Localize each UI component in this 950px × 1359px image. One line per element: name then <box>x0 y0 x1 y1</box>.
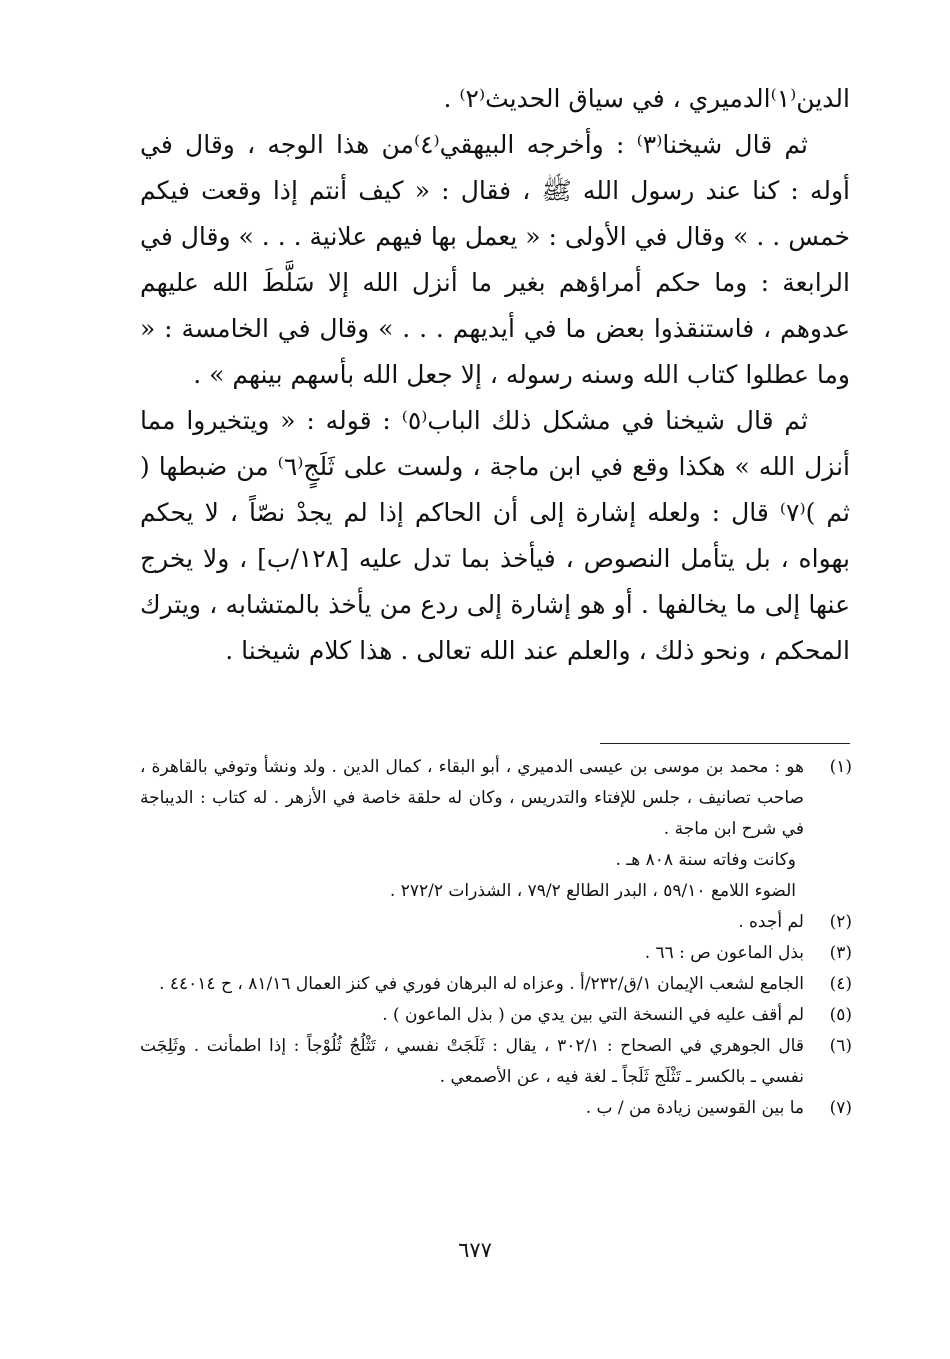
footnote-number: (٣) <box>829 943 852 963</box>
footnote-text <box>140 752 804 907</box>
footnote-text <box>140 1093 804 1124</box>
footnote-line: وكانت وفاته سنة ٨٠٨ هـ . <box>615 850 796 870</box>
main-text <box>140 76 850 674</box>
footnote-number: (٧) <box>829 1098 852 1118</box>
footnote-separator <box>600 743 850 744</box>
footnote-text <box>140 1000 804 1031</box>
footnote-text <box>140 907 804 938</box>
footnote-line: لم أقف عليه في النسخة التي بين يدي من ( بذل الماعون ) . <box>382 1005 804 1025</box>
footnote <box>140 1093 852 1124</box>
footnotes <box>140 752 852 1124</box>
footnote-line: لم أجده . <box>738 912 804 932</box>
footnote-line: هو : محمد بن موسى بن عيسى الدميري ، أبو البقاء ، كمال الدين . ولد ونشأ وتوفي بالقاهرة ، صاحب تصانيف ، جلس للإفتاء والتدريس ، وكان له حلقة خاصة في الأزهر . له كتاب : الديباجة في شرح ابن ماجة . <box>140 757 804 839</box>
paragraph: الدين⁽١⁾الدميري ، في سياق الحديث⁽٢⁾ . <box>443 84 850 113</box>
paragraph: ثم قال شيخنا⁽٣⁾ : وأخرجه البيهقي⁽٤⁾من هذا الوجه ، وقال في أوله : كنا عند رسول الله ﷺ ، فقال : « كيف أنتم إذا وقعت فيكم خمس . . » وقال في الأولى : « يعمل بها فيهم علانية . . . » وقال في الرابعة : وما حكم أمراؤهم بغير ما أنزل الله إلا سَلَّطَ الله عليهم عدوهم ، فاستنقذوا بعض ما في أيديهم . . . » وقال في الخامسة : « وما عطلوا كتاب الله وسنه رسوله ، إلا جعل الله بأسهم بينهم » . <box>140 130 850 389</box>
footnote-number: (٤) <box>829 974 852 994</box>
footnote-number: (١) <box>829 757 852 777</box>
footnote-line: الضوء اللامع ٥٩/١٠ ، البدر الطالع ٧٩/٢ ، الشذرات ٢٧٢/٢ . <box>389 881 796 901</box>
footnote <box>140 969 852 1000</box>
footnote-text <box>140 1031 804 1093</box>
footnote-text <box>140 938 804 969</box>
footnote-line: الجامع لشعب الإيمان ١/ق/٢٣٢/أ . وعزاه له البرهان فوري في كنز العمال ٨١/١٦ ، ح ٤٤٠١٤ . <box>159 974 804 994</box>
footnote <box>140 752 852 907</box>
footnote <box>140 1000 852 1031</box>
paragraph: ثم قال شيخنا في مشكل ذلك الباب⁽٥⁾ : قوله : « ويتخيروا مما أنزل الله » هكذا وقع في ابن ماجة ، ولست على ثَلَجٍ⁽٦⁾ من ضبطها ( ثم )⁽٧⁾ قال : ولعله إشارة إلى أن الحاكم إذا لم يجدْ نصّاً ، لا يحكم بهواه ، بل يتأمل النصوص ، فيأخذ بما تدل عليه [١٢٨/ب] ، ولا يخرج عنها إلى ما يخالفها . أو هو إشارة إلى ردع من يأخذ بالمتشابه ، ويترك المحكم ، ونحو ذلك ، والعلم عند الله تعالى . هذا كلام شيخنا . <box>140 406 851 665</box>
footnote <box>140 938 852 969</box>
footnote-number: (٦) <box>829 1036 852 1056</box>
page-number: ٦٧٧ <box>458 1238 492 1262</box>
footnote-line: قال الجوهري في الصحاح : ٣٠٢/١ ، يقال : ثَلَجَتْ نفسي ، تَثْلُجُ ثُلُوْجاً : إذا اطمأنت . وثَلِجَت نفسي ـ بالكسر ـ تَثْلَج ثَلَجاً ـ لغة فيه ، عن الأصمعي . <box>140 1036 804 1087</box>
footnote-number: (٥) <box>829 1005 852 1025</box>
footnote-number: (٢) <box>829 912 852 932</box>
footnote-text <box>140 969 804 1000</box>
footnote <box>140 907 852 938</box>
footnote-line: ما بين القوسين زيادة من / ب . <box>585 1098 804 1118</box>
footnote-line: بذل الماعون ص : ٦٦ . <box>644 943 804 963</box>
footnote <box>140 1031 852 1093</box>
